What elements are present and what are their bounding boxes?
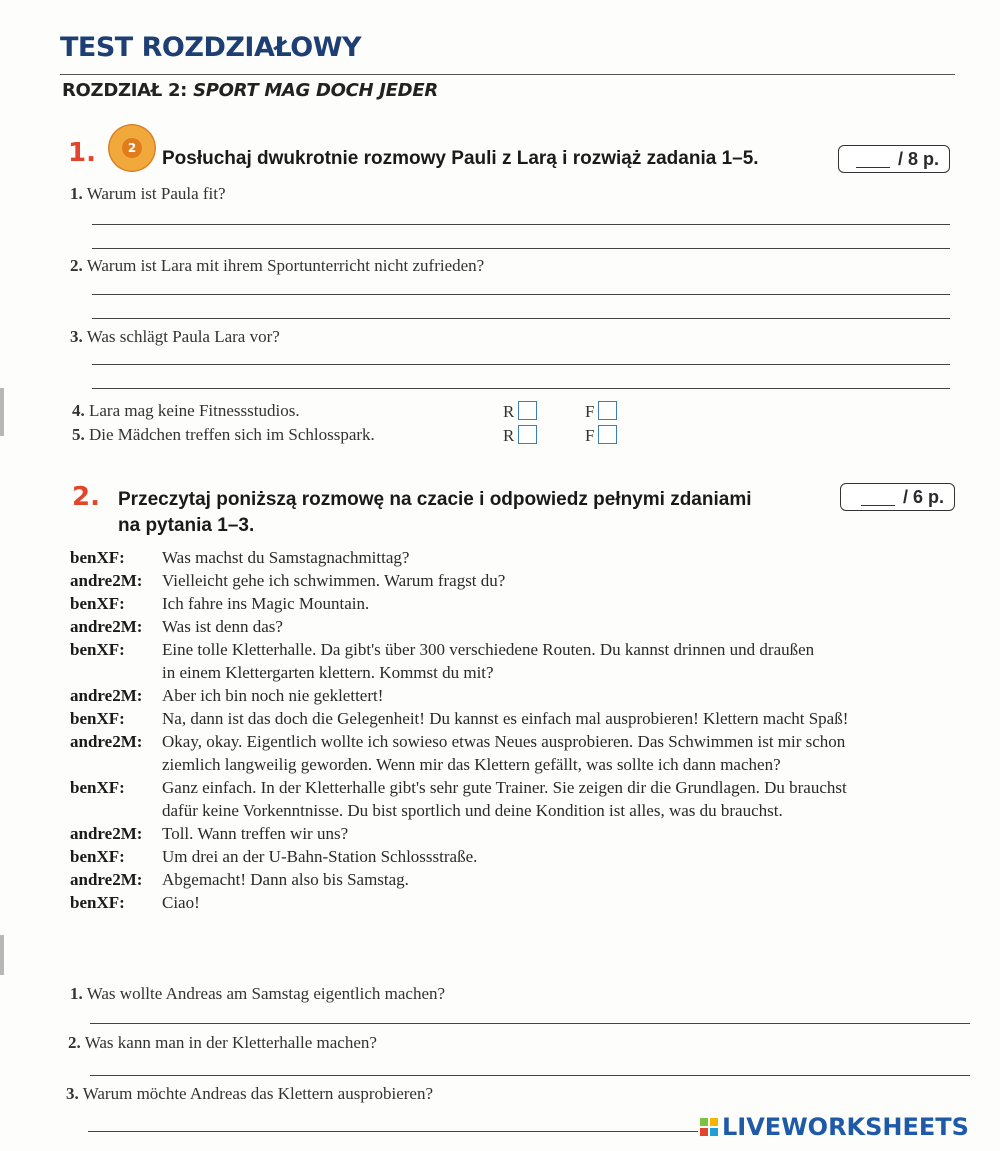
chat-text-line: Ciao! xyxy=(162,893,200,912)
chat-text-line: Eine tolle Kletterhalle. Da gibt's über 300 verschiedene Routen. Du kannst drinnen und draußen xyxy=(162,640,815,659)
ex2-answer-line[interactable] xyxy=(90,1075,970,1076)
chat-message xyxy=(70,546,970,569)
chat-text-line: Na, dann ist das doch die Gelegenheit! Du kannst es einfach mal ausprobieren! Klettern macht Spaß! xyxy=(162,709,849,728)
ex2-question-2: 2. Was kann man in der Kletterhalle machen? xyxy=(68,1033,377,1052)
ex2-question-3: 3. Warum möchte Andreas das Klettern ausprobieren? xyxy=(66,1084,434,1103)
ex1-tf-item-5: 5. Die Mädchen treffen sich im Schlosspark. xyxy=(72,425,375,444)
chapter-heading xyxy=(62,80,438,101)
scan-artifact xyxy=(0,388,4,436)
chat-speaker: benXF: xyxy=(70,709,125,728)
chat-message xyxy=(70,684,970,707)
chat-text-line: in einem Klettergarten klettern. Kommst du mit? xyxy=(162,663,494,682)
chat-message xyxy=(70,845,970,868)
exercise-1-score: / 8 p. xyxy=(897,148,939,169)
scan-artifact xyxy=(0,935,4,975)
true-checkbox[interactable] xyxy=(518,401,537,420)
chat-text xyxy=(162,684,970,707)
chat-text-line: dafür keine Vorkenntnisse. Du bist sportlich und deine Kondition ist alles, was du brauchst. xyxy=(162,801,783,820)
liveworksheets-icon xyxy=(700,1118,718,1136)
chat-text xyxy=(162,638,970,684)
chat-speaker: andre2M: xyxy=(70,824,143,843)
chat-message xyxy=(70,707,970,730)
chat-speaker: benXF: xyxy=(70,548,125,567)
chat-text-line: Ganz einfach. In der Kletterhalle gibt's sehr gute Trainer. Sie zeigen dir die Grundlagen. Du brauchst xyxy=(162,778,847,797)
chat-message xyxy=(70,615,970,638)
ex1-answer-line[interactable] xyxy=(92,318,950,319)
chat-text-line: Was ist denn das? xyxy=(162,617,283,636)
true-option: R xyxy=(503,425,537,446)
exercise-2-score: / 6 p. xyxy=(902,486,944,507)
liveworksheets-logo[interactable] xyxy=(700,1113,969,1141)
chat-text xyxy=(162,776,970,822)
exercise-1-number: 1. xyxy=(68,138,96,168)
true-checkbox[interactable] xyxy=(518,425,537,444)
ex1-question-1: 1. Warum ist Paula fit? xyxy=(70,184,226,203)
chat-text xyxy=(162,707,970,730)
chapter-name: SPORT MAG DOCH JEDER xyxy=(193,80,438,101)
chat-text xyxy=(162,822,970,845)
chat-message xyxy=(70,569,970,592)
audio-track-number: 2 xyxy=(122,138,142,158)
exercise-1-score-box[interactable] xyxy=(838,145,950,173)
ex2-question-1: 1. Was wollte Andreas am Samstag eigentlich machen? xyxy=(70,984,446,1003)
brand-name: LIVEWORKSHEETS xyxy=(722,1113,969,1141)
chat-message xyxy=(70,592,970,615)
chat-text-line: Vielleicht gehe ich schwimmen. Warum fragst du? xyxy=(162,571,506,590)
false-option: F xyxy=(585,425,617,446)
chat-text-line: Toll. Wann treffen wir uns? xyxy=(162,824,349,843)
score-blank xyxy=(856,151,890,168)
chat-transcript xyxy=(70,546,970,914)
chat-text xyxy=(162,592,970,615)
chat-message xyxy=(70,868,970,891)
chat-text-line: Abgemacht! Dann also bis Samstag. xyxy=(162,870,409,889)
false-checkbox[interactable] xyxy=(598,401,617,420)
chat-speaker: andre2M: xyxy=(70,870,143,889)
ex1-answer-line[interactable] xyxy=(92,224,950,225)
chat-message xyxy=(70,638,970,684)
chat-text xyxy=(162,868,970,891)
chat-text-line: Okay, okay. Eigentlich wollte ich sowieso etwas Neues ausprobieren. Das Schwimmen ist mir schon xyxy=(162,732,846,751)
ex1-answer-line[interactable] xyxy=(92,294,950,295)
exercise-2-number: 2. xyxy=(72,482,100,512)
audio-cd-icon[interactable] xyxy=(108,124,156,172)
exercise-2-score-box[interactable] xyxy=(840,483,955,511)
chat-text-line: Ich fahre ins Magic Mountain. xyxy=(162,594,370,613)
exercise-1-instruction: Posłuchaj dwukrotnie rozmowy Pauli z Larą i rozwiąż zadania 1–5. xyxy=(162,148,759,169)
chat-text xyxy=(162,891,970,914)
chat-speaker: andre2M: xyxy=(70,732,143,751)
chat-speaker: andre2M: xyxy=(70,571,143,590)
chat-speaker: andre2M: xyxy=(70,686,143,705)
chat-text xyxy=(162,569,970,592)
true-option: R xyxy=(503,401,537,422)
ex1-tf-item-4: 4. Lara mag keine Fitnessstudios. xyxy=(72,401,300,420)
title-divider xyxy=(60,74,955,75)
chat-text xyxy=(162,845,970,868)
ex2-answer-line[interactable] xyxy=(88,1131,698,1132)
chat-text xyxy=(162,546,970,569)
chat-speaker: benXF: xyxy=(70,778,125,797)
ex2-answer-line[interactable] xyxy=(90,1023,970,1024)
chat-text-line: Was machst du Samstagnachmittag? xyxy=(162,548,410,567)
chat-message xyxy=(70,891,970,914)
ex1-answer-line[interactable] xyxy=(92,364,950,365)
false-checkbox[interactable] xyxy=(598,425,617,444)
ex1-question-3: 3. Was schlägt Paula Lara vor? xyxy=(70,327,280,346)
chat-message xyxy=(70,730,970,776)
ex1-question-2: 2. Warum ist Lara mit ihrem Sportunterricht nicht zufrieden? xyxy=(70,256,485,275)
chat-text-line: Aber ich bin noch nie geklettert! xyxy=(162,686,384,705)
chat-speaker: benXF: xyxy=(70,640,125,659)
chat-text xyxy=(162,615,970,638)
chat-speaker: andre2M: xyxy=(70,617,143,636)
chat-message xyxy=(70,822,970,845)
chat-text-line: ziemlich langweilig geworden. Wenn mir das Klettern gefällt, was sollte ich dann machen? xyxy=(162,755,781,774)
ex1-answer-line[interactable] xyxy=(92,388,950,389)
chat-text xyxy=(162,730,970,776)
page-title: TEST ROZDZIAŁOWY xyxy=(60,32,362,63)
chat-speaker: benXF: xyxy=(70,847,125,866)
chat-message xyxy=(70,776,970,822)
ex1-answer-line[interactable] xyxy=(92,248,950,249)
score-blank xyxy=(861,489,895,506)
chat-speaker: benXF: xyxy=(70,594,125,613)
chapter-prefix: ROZDZIAŁ 2: xyxy=(62,80,194,101)
exercise-2-instruction: Przeczytaj poniższą rozmowę na czacie i odpowiedz pełnymi zdaniami na pytania 1–3. xyxy=(118,489,752,536)
chat-text-line: Um drei an der U-Bahn-Station Schlossstraße. xyxy=(162,847,478,866)
chat-speaker: benXF: xyxy=(70,893,125,912)
false-option: F xyxy=(585,401,617,422)
